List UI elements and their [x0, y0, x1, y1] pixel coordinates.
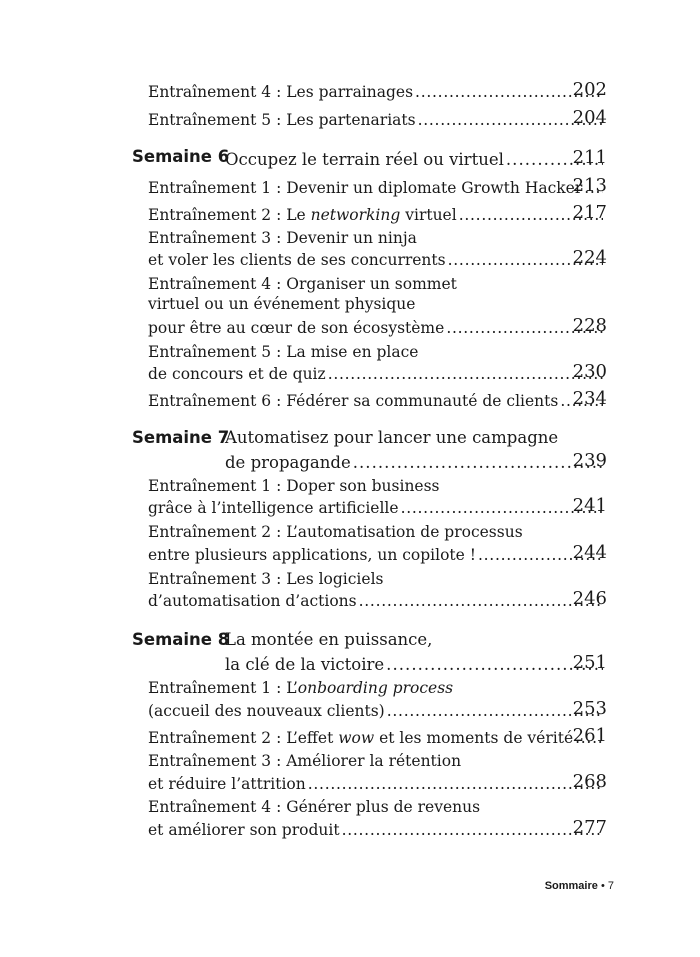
page-number: 244 — [572, 542, 607, 563]
dot-leader — [342, 820, 603, 840]
entry-text: Entraînement 3 : Les logiciels — [148, 570, 384, 588]
week-title: Automatisez pour lancer une campagne — [225, 428, 559, 447]
week-title: la clé de la victoire — [225, 655, 385, 674]
toc-entry — [148, 770, 607, 794]
dot-leader — [386, 655, 603, 675]
toc-entry — [148, 587, 607, 611]
toc-entry — [148, 724, 607, 748]
page-number: 217 — [572, 202, 607, 223]
page-number: 253 — [572, 698, 607, 719]
page-number: 204 — [572, 107, 607, 128]
entry-text: Entraînement 3 : Devenir un ninja — [148, 229, 417, 247]
entry-text: Entraînement 4 : Générer plus de revenus — [148, 798, 481, 816]
entry-text: Entraînement 4 : Organiser un sommet — [148, 275, 457, 293]
entry-text: Entraînement 6 : Fédérer sa communauté de clients — [148, 392, 559, 410]
entry-text-italic: networking — [310, 206, 401, 224]
week-title: de propagande — [225, 453, 351, 472]
toc-entry — [148, 314, 607, 338]
toc-entry — [148, 541, 607, 565]
week-title: La montée en puissance, — [225, 630, 433, 649]
entry-text-part: virtuel — [400, 206, 457, 224]
page-number: 241 — [572, 495, 607, 516]
week-label: Semaine 6 — [132, 147, 230, 166]
entry-text: d’automatisation d’actions — [148, 592, 357, 610]
week-heading — [225, 449, 607, 473]
entry-text: Entraînement 1 : Devenir un diplomate Growth Hacker — [148, 179, 583, 197]
entry-text: de concours et de quiz — [148, 365, 326, 383]
dot-leader — [328, 364, 603, 384]
toc-entry — [148, 174, 607, 198]
entry-text-italic: onboarding process — [297, 679, 454, 697]
entry-text: entre plusieurs applications, un copilote ! — [148, 546, 476, 564]
entry-text: virtuel ou un événement physique — [148, 295, 416, 313]
toc-entry — [148, 246, 607, 270]
entry-text-part: Entraînement 2 : L’effet — [148, 729, 339, 747]
week-label: Semaine 8 — [132, 630, 230, 649]
page-number: 251 — [572, 652, 607, 673]
page-number: 239 — [572, 450, 607, 471]
entry-text: Entraînement 4 : Les parrainages — [148, 83, 414, 101]
page-number: 234 — [572, 388, 607, 409]
week-heading — [225, 651, 607, 675]
page-number: 211 — [572, 147, 607, 168]
toc-entry — [148, 816, 607, 840]
toc-entry — [148, 697, 607, 721]
toc-entry — [148, 106, 607, 130]
entry-text: Entraînement 2 : L’automatisation de processus — [148, 523, 523, 541]
entry-text: et réduire l’attrition — [148, 775, 306, 793]
week-label: Semaine 7 — [132, 428, 230, 447]
footer-page-number: 7 — [607, 880, 614, 892]
entry-text: grâce à l’intelligence artificielle — [148, 499, 399, 517]
footer-separator: • — [600, 880, 605, 892]
entry-text-part: et les moments de vérité — [374, 729, 574, 747]
toc-entry — [148, 201, 607, 225]
entry-text — [148, 678, 453, 698]
toc-entry — [148, 360, 607, 384]
entry-text: pour être au cœur de son écosystème — [148, 319, 445, 337]
toc-entry — [148, 78, 607, 102]
page-number: 202 — [572, 79, 607, 100]
page-number: 228 — [572, 315, 607, 336]
entry-text: Entraînement 5 : Les partenariats — [148, 111, 416, 129]
page-number: 230 — [572, 361, 607, 382]
entry-text — [148, 728, 573, 748]
entry-text: Entraînement 5 : La mise en place — [148, 343, 419, 361]
page-number: 224 — [572, 247, 607, 268]
page-number: 246 — [572, 588, 607, 609]
dot-leader — [359, 591, 603, 611]
entry-text-part: Entraînement 1 : L’ — [148, 679, 298, 697]
entry-text: et améliorer son produit — [148, 821, 340, 839]
entry-text-part: Entraînement 2 : Le — [148, 206, 311, 224]
dot-leader — [353, 453, 603, 473]
entry-text: (accueil des nouveaux clients) — [148, 702, 385, 720]
toc-entry — [148, 387, 607, 411]
dot-leader — [387, 701, 603, 721]
entry-text — [148, 205, 457, 225]
page-number: 213 — [572, 175, 607, 196]
page-number: 268 — [572, 771, 607, 792]
week-heading — [225, 146, 607, 170]
entry-text: et voler les clients de ses concurrents — [148, 251, 446, 269]
page-number: 261 — [572, 725, 607, 746]
week-title: Occupez le terrain réel ou virtuel — [225, 150, 504, 169]
entry-text: Entraînement 1 : Doper son business — [148, 477, 440, 495]
toc-entry — [148, 494, 607, 518]
page-footer — [545, 880, 614, 892]
page-number: 277 — [572, 817, 607, 838]
dot-leader — [308, 774, 603, 794]
entry-text-italic: wow — [338, 729, 375, 747]
footer-section: Sommaire — [544, 880, 598, 892]
entry-text: Entraînement 3 : Améliorer la rétention — [148, 752, 462, 770]
